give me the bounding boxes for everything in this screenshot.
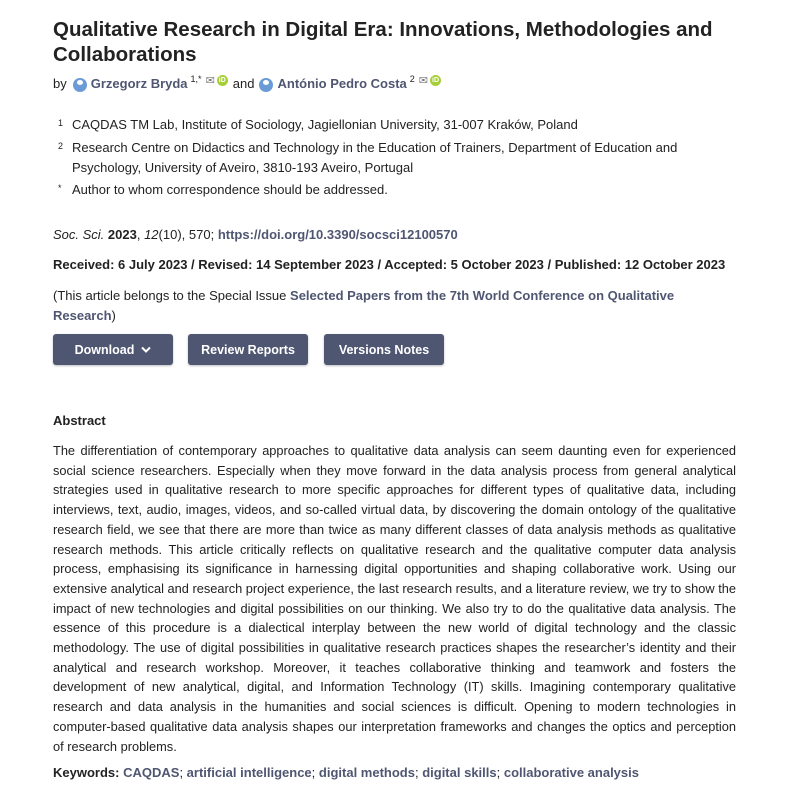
orcid-icon[interactable]: iD [432, 77, 439, 84]
keyword-link[interactable]: digital methods [318, 765, 415, 780]
versions-notes-button[interactable] [324, 334, 444, 365]
citation-issue: (10), 570; [158, 227, 215, 242]
envelope-icon[interactable]: ✉ [205, 75, 215, 87]
by-label: by [53, 76, 67, 91]
citation-year: 2023 [107, 227, 137, 242]
special-issue-prefix: (This article belongs to the Special Issue [53, 288, 287, 303]
abstract-heading: Abstract [53, 413, 106, 428]
author-affiliation-sup: 2 [409, 73, 415, 84]
author-affiliation-sup: 1,* [190, 73, 202, 84]
review-reports-button[interactable] [188, 334, 308, 365]
versions-notes-label: Versions Notes [338, 342, 430, 357]
download-button[interactable] [53, 334, 173, 365]
abstract-text: The differentiation of contemporary approaches to qualitative data analysis can seem daunting even for experienced social science researchers. Especially when they move forward in the data analysis process from general analytical strategies used in qualitative research to more specific approaches for different types of qualitative data, including interviews, text, audio, images, videos, and so-called virtual data, by discovering the domain ontology of the qualitative research field, we see that there are more than twice as many different classes of data analysis methods as qualitative research methods. This article critically reflects on qualitative research and the qualitative computer data analysis process, emphasising its significance in harnessing digital opportunities and shaping collaborative work. Using our extensive analytical and research project experience, the last research results, and a literature review, we try to show the impact of new technologies and digital possibilities on our thinking. We also try to do the qualitative data analysis. The essence of this procedure is a dialectical interplay between the new world of digital technology and the classic methodology. The use of digital possibilities in qualitative research practices shapes the researcher’s identity and their analytical and research workshop. Moreover, it teaches collaborative thinking and teamwork and fosters the development of new analytical, digital, and Information Technology (IT) skills. Imagining contemporary qualitative research and data analysis in the humanities and social sciences is difficult. Opening to modern technologies in computer-based qualitative data analysis shapes our interpretation frameworks and changes the optics and perception of research problems. [53, 443, 736, 754]
envelope-icon[interactable]: ✉ [418, 75, 428, 87]
and-label: and [232, 76, 255, 91]
affiliation-text: Author to whom correspondence should be addressed. [72, 182, 388, 197]
affiliation-text: Research Centre on Didactics and Technology in the Education of Trainers, Department of Education and Psychology, University of Aveiro, 3810-193 Aveiro, Portugal [72, 140, 678, 175]
affiliation-text: CAQDAS TM Lab, Institute of Sociology, Jagiellonian University, 31-007 Kraków, Poland [72, 117, 578, 132]
journal-name: Soc. Sci. [53, 227, 105, 242]
download-label: Download [74, 342, 135, 357]
special-issue-suffix: ) [111, 308, 116, 323]
publication-dates: Received: 6 July 2023 / Revised: 14 September 2023 / Accepted: 5 October 2023 / Published: 12 October 2023 [53, 257, 726, 272]
special-issue-note [53, 286, 713, 326]
article-title: Qualitative Research in Digital Era: Innovations, Methodologies and Collaborations [53, 18, 713, 66]
keyword-link[interactable]: collaborative analysis [503, 765, 639, 780]
citation: Soc. Sci. 2023, 12(10), 570; https://doi.org/10.3390/socsci12100570 [53, 227, 458, 242]
user-avatar-icon [73, 78, 87, 92]
author-link-bryda[interactable]: Grzegorz Bryda [90, 76, 188, 91]
doi-link[interactable]: https://doi.org/10.3390/socsci12100570 [217, 227, 458, 242]
author-list [53, 73, 441, 91]
keywords-label: Keywords: [53, 765, 120, 780]
chevron-down-icon [141, 346, 151, 354]
review-reports-label: Review Reports [201, 342, 295, 357]
keyword-link[interactable]: digital skills [422, 765, 497, 780]
affiliation-number: 1 [58, 118, 64, 128]
citation-volume: 12 [144, 227, 159, 242]
special-issue-link[interactable]: Selected Papers from the 7th World Conference on Qualitative Research [53, 288, 675, 323]
keyword-link[interactable]: CAQDAS [123, 765, 180, 780]
affiliation-number: 2 [58, 141, 64, 151]
affiliation-number: * [58, 183, 62, 193]
keywords-row: Keywords: CAQDAS; artificial intelligence; digital methods; digital skills; collaborative analysis [53, 765, 639, 780]
keyword-link[interactable]: artificial intelligence [186, 765, 312, 780]
orcid-icon[interactable]: iD [218, 77, 226, 84]
author-link-costa[interactable]: António Pedro Costa [277, 76, 407, 91]
user-avatar-icon [259, 78, 273, 92]
